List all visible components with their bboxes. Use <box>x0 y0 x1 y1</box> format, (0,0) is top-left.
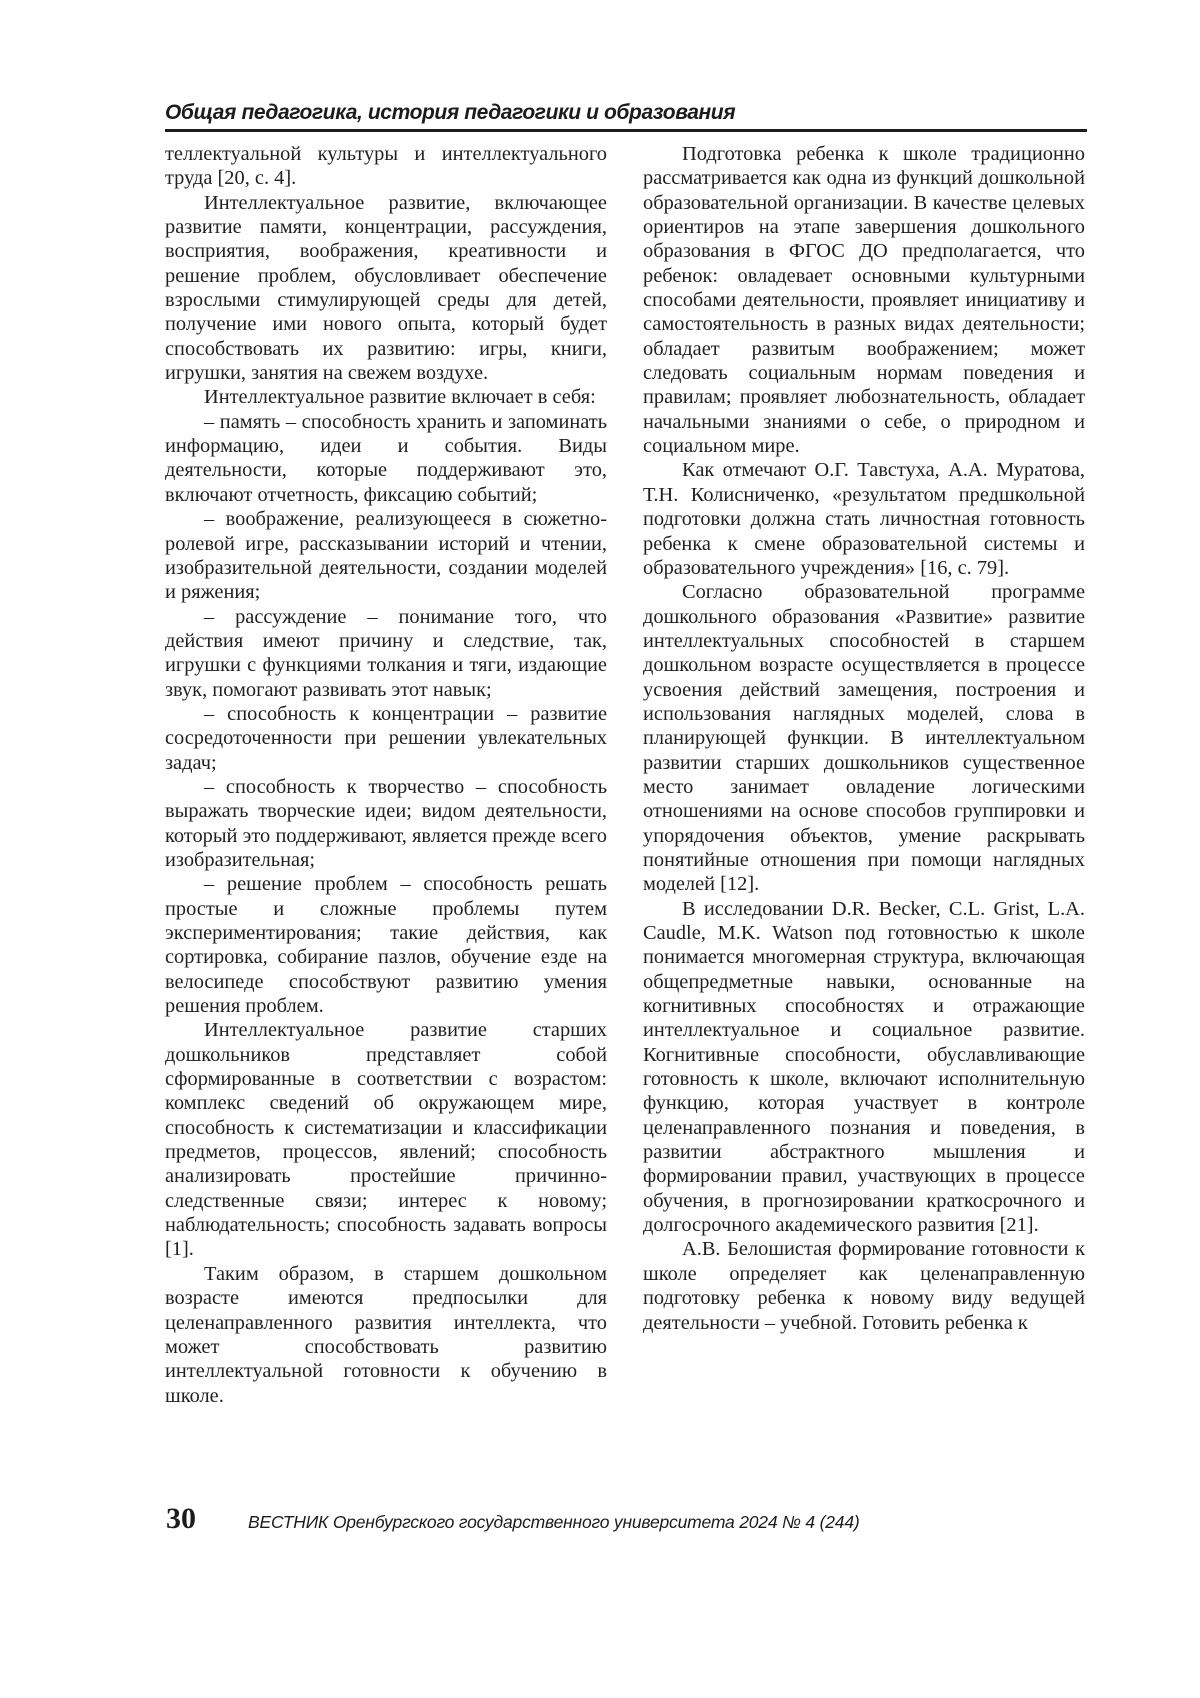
paragraph: – память – способность хранить и запоминать информацию, идеи и события. Виды деятельности, которые поддерживают это, включают отчетность, фиксацию событий; <box>165 410 607 506</box>
page-number: 30 <box>166 1502 196 1535</box>
paragraph: Согласно образовательной программе дошкольного образования «Развитие» развитие интеллектуальных способностей в старшем дошкольном возрасте осуществляется в процессе усвоения действий замещения, построения и использования наглядных моделей, слова в планирующей функции. В интеллектуальном развитии старших дошкольников существенное место занимает овладение логическими отношениями на основе способов группировки и упорядочения объектов, умение раскрывать понятийные отношения при помощи наглядных моделей [12]. <box>643 581 1085 896</box>
running-head-section-title: Общая педагогика, история педагогики и образования <box>165 101 736 124</box>
paragraph: Подготовка ребенка к школе традиционно рассматривается как одна из функций дошкольной образовательной организации. В качестве целевых ориентиров на этапе завершения дошкольного образования в ФГОС ДО предполагается, что ребенок: овладевает основными культурными способами деятельности, проявляет инициативу и самостоятельность в разных видах деятельности; обладает развитым воображением; может следовать социальным нормам поведения и правилам; проявляет любознательность, обладает начальными знаниями о себе, о природном и социальном мире. <box>643 143 1085 458</box>
right-column <box>643 142 1085 1335</box>
paragraph: – рассуждение – понимание того, что действия имеют причину и следствие, так, игрушки с функциями толкания и тяги, издающие звук, помогают развивать этот навык; <box>165 605 607 701</box>
paragraph: – способность к творчество – способность выражать творческие идеи; видом деятельности, который это поддерживают, является прежде всего изобразительная; <box>165 775 607 871</box>
paragraph: А.В. Белошистая формирование готовности к школе определяет как целенаправленную подготовку ребенка к новому виду ведущей деятельности – учебной. Готовить ребенка к <box>643 1238 1085 1334</box>
journal-footer-line: ВЕСТНИК Оренбургского государственного университета 2024 № 4 (244) <box>248 1512 860 1532</box>
paragraph: Таким образом, в старшем дошкольном возрасте имеются предпосылки для целенаправленного развития интеллекта, что может способствовать развитию интеллектуальной готовности к обучению в школе. <box>165 1262 607 1407</box>
left-column <box>165 142 607 1408</box>
paragraph: – решение проблем – способность решать простые и сложные проблемы путем экспериментирования; такие действия, как сортировка, собирание пазлов, обучение езде на велосипеде способствуют развитию умения решения проблем. <box>165 873 607 1018</box>
paragraph: Интеллектуальное развитие, включающее развитие памяти, концентрации, рассуждения, восприятия, воображения, креативности и решение проблем, обусловливает обеспечение взрослыми стимулирующей среды для детей, получение ими нового опыта, который будет способствовать их развитию: игры, книги, игрушки, занятия на свежем воздухе. <box>165 191 607 385</box>
paragraph: В исследовании D.R. Becker, C.L. Grist, L.A. Caudle, M.K. Watson под готовностью к школе понимается многомерная структура, включающая общепредметные навыки, основанные на когнитивных способностях и отражающие интеллектуальное и социальное развитие. Когнитивные способности, обуславливающие готовность к школе, включают исполнительную функцию, которая участвует в контроле целенаправленного познания и поведения, в развитии абстрактного мышления и формировании правил, участвующих в процессе обучения, в прогнозировании краткосрочного и долгосрочного академического развития [21]. <box>643 897 1085 1237</box>
paragraph: теллектуальной культуры и интеллектуального труда [20, с. 4]. <box>165 143 607 190</box>
paragraph: – способность к концентрации – развитие сосредоточенности при решении увлекательных задач; <box>165 702 607 774</box>
header-rule <box>165 129 1087 132</box>
paragraph: – воображение, реализующееся в сюжетно-ролевой игре, рассказывании историй и чтении, изобразительной деятельности, создании моделей и ряжения; <box>165 508 607 604</box>
paragraph: Интеллектуальное развитие включает в себя: <box>204 386 596 409</box>
paragraph: Как отмечают О.Г. Тавстуха, А.А. Муратова, Т.Н. Колисниченко, «результатом предшкольной подготовки должна стать личностная готовность ребенка к смене образовательной системы и образовательного учреждения» [16, с. 79]. <box>643 459 1085 579</box>
paragraph: Интеллектуальное развитие старших дошкольников представляет собой сформированные в соответствии с возрастом: комплекс сведений об окружающем мире, способность к систематизации и классификации предметов, процессов, явлений; способность анализировать простейшие причинно-следственные связи; интерес к новому; наблюдательность; способность задавать вопросы [1]. <box>165 1019 607 1261</box>
